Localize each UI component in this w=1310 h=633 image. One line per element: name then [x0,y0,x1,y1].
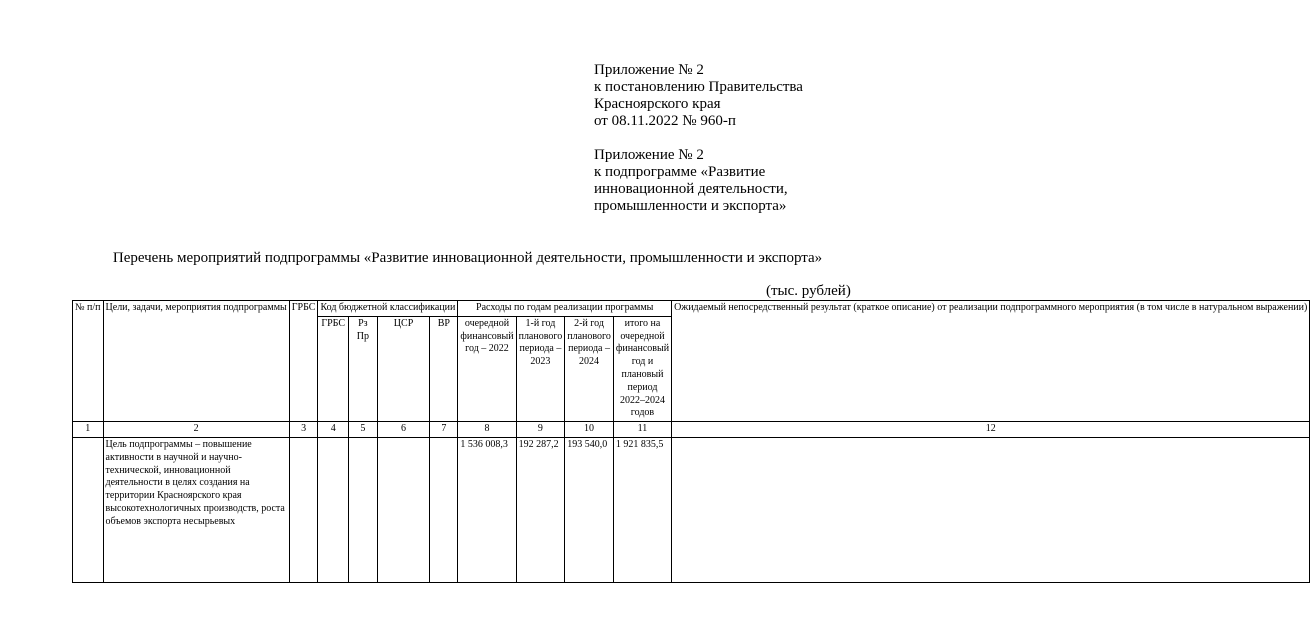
column-number-row [73,422,1310,438]
column-number: 11 [613,422,671,438]
appendix-line: промышленности и экспорта» [594,198,787,214]
header-2022: очередной финансовый год – 2022 [458,316,516,421]
appendix-line: к постановлению Правительства [594,79,803,95]
row-vr [430,437,458,582]
activities-table [72,300,1310,583]
document-title: Перечень мероприятий подпрограммы «Развитие инновационной деятельности, промышленности и экспорта» [112,250,823,266]
appendix-line: Красноярского края [594,96,721,112]
units-label: (тыс. рублей) [766,283,851,299]
row-grbs-code [318,437,349,582]
header-result: Ожидаемый непосредственный результат (краткое описание) от реализации подпрограммного мероприятия (в том числе в натуральном выражении) [672,301,1310,422]
row-num [73,437,104,582]
column-number: 6 [377,422,429,438]
header-expenses: Расходы по годам реализации программы [458,301,672,317]
column-number: 8 [458,422,516,438]
column-number: 7 [430,422,458,438]
header-2024: 2-й год планового периода – 2024 [565,316,614,421]
appendix-subprogram [594,147,788,215]
expense-total: 1 921 835,5 [613,437,671,582]
column-number: 3 [289,422,318,438]
row-csr [377,437,429,582]
appendix-line: Приложение № 2 [594,62,704,78]
column-number: 9 [516,422,565,438]
header-grbs-code: ГРБС [318,316,349,421]
header-goals: Цели, задачи, мероприятия подпрограммы [103,301,289,422]
appendix-line: инновационной деятельности, [594,181,788,197]
subprogram-goal: Цель подпрограммы – повышение активности в научной и научно-технической, инновационной деятельности в целях создания на территории Красноярского края высокотехнологичных производств, роста объемов экспорта несырьевых [103,437,289,582]
header-2023: 1-й год планового периода – 2023 [516,316,565,421]
header-vr: ВР [430,316,458,421]
row-rzpr [348,437,377,582]
header-total: итого на очередной финансовый год и плановый период 2022–2024 годов [613,316,671,421]
column-number: 2 [103,422,289,438]
appendix-line: Приложение № 2 [594,147,704,163]
row-result [672,437,1310,582]
column-number: 4 [318,422,349,438]
header-rzpr: Рз Пр [348,316,377,421]
appendix-line: к подпрограмме «Развитие [594,164,766,180]
column-number: 12 [672,422,1310,438]
header-csr: ЦСР [377,316,429,421]
table-row [73,437,1310,582]
header-grbs: ГРБС [289,301,318,422]
table-header-row [73,301,1310,317]
expense-2022: 1 536 008,3 [458,437,516,582]
column-number: 5 [348,422,377,438]
expense-2023: 192 287,2 [516,437,565,582]
expense-2024: 193 540,0 [565,437,614,582]
header-num: № п/п [73,301,104,422]
column-number: 10 [565,422,614,438]
appendix-government-decree [594,62,803,130]
column-number: 1 [73,422,104,438]
row-grbs [289,437,318,582]
header-budget-code: Код бюджетной классификации [318,301,458,317]
appendix-line: от 08.11.2022 № 960-п [594,113,736,129]
